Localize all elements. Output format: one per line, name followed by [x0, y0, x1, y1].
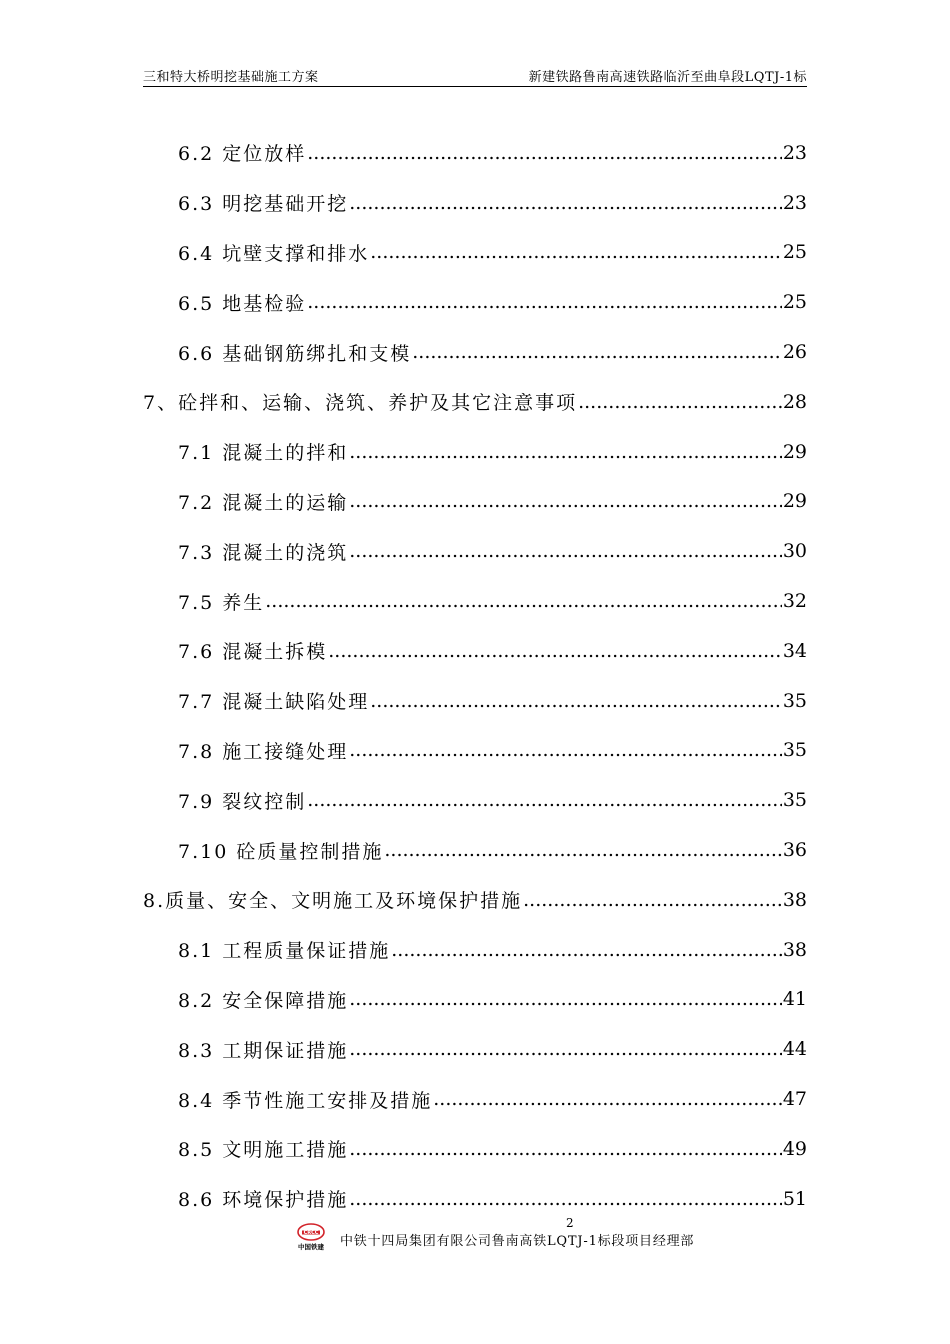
toc-leader-dots: [384, 839, 781, 861]
toc-entry-label: 6.2 定位放样: [178, 143, 307, 166]
toc-leader-dots: [370, 690, 782, 712]
toc-entry[interactable]: [143, 1124, 807, 1174]
toc-leader-dots: [523, 889, 782, 911]
toc-entry-label: 8.2 安全保障措施: [178, 989, 349, 1012]
toc-entry-page: 30: [782, 540, 807, 563]
toc-entry-page: 23: [782, 191, 807, 214]
toc-entry-page: 35: [782, 689, 807, 712]
toc-leader-dots: [349, 192, 782, 214]
toc-entry-label: 6.3 明挖基础开挖: [178, 193, 349, 216]
toc-entry[interactable]: [143, 377, 807, 427]
toc-leader-dots: [307, 142, 782, 164]
toc-leader-dots: [265, 590, 782, 612]
toc-entry-label: 6.5 地基检验: [178, 292, 307, 315]
toc-entry-label: 7.5 养生: [178, 591, 265, 614]
toc-entry[interactable]: [143, 726, 807, 776]
toc-entry[interactable]: [143, 526, 807, 576]
toc-entry-page: 49: [782, 1137, 807, 1160]
toc-entry-label: 7.3 混凝土的浇筑: [178, 541, 349, 564]
toc-entry-page: 23: [782, 141, 807, 164]
toc-entry-label: 7.1 混凝土的拌和: [178, 442, 349, 465]
toc-entry[interactable]: [143, 1024, 807, 1074]
toc-entry-page: 26: [782, 341, 807, 364]
toc-entry-label: 8.5 文明施工措施: [178, 1139, 349, 1162]
toc-entry[interactable]: [143, 676, 807, 726]
page-number: 2: [566, 1216, 574, 1230]
toc-entry[interactable]: [143, 825, 807, 875]
toc-entry-page: 34: [782, 639, 807, 662]
toc-entry-label: 7、砼拌和、运输、浇筑、养护及其它注意事项: [143, 392, 578, 415]
page-footer: [290, 1222, 694, 1252]
toc-entry-label: 6.4 坑壁支撑和排水: [178, 242, 370, 265]
toc-entry[interactable]: [143, 178, 807, 228]
toc-entry[interactable]: [143, 775, 807, 825]
header-project-name: 新建铁路鲁南高速铁路临沂至曲阜段LQTJ-1标: [528, 70, 807, 85]
toc-leader-dots: [349, 490, 782, 512]
toc-entry[interactable]: [143, 875, 807, 925]
toc-leader-dots: [370, 241, 782, 263]
logo-mark-text: CRCC: [303, 1230, 319, 1236]
toc-entry-label: 7.10 砼质量控制措施: [178, 840, 384, 863]
toc-entry-label: 8.1 工程质量保证措施: [178, 940, 391, 963]
toc-entry-page: 35: [782, 739, 807, 762]
toc-entry[interactable]: [143, 975, 807, 1025]
toc-leader-dots: [328, 640, 782, 662]
toc-leader-dots: [349, 441, 782, 463]
toc-entry-label: 7.8 施工接缝处理: [178, 740, 349, 763]
footer-company-name: 中铁十四局集团有限公司鲁南高铁LQTJ-1标段项目经理部: [340, 1233, 695, 1249]
toc-leader-dots: [433, 1088, 782, 1110]
toc-entry-page: 38: [782, 888, 807, 911]
toc-entry-label: 8.质量、安全、文明施工及环境保护措施: [143, 890, 523, 913]
toc-leader-dots: [349, 1188, 782, 1210]
toc-entry-label: 7.9 裂纹控制: [178, 790, 307, 813]
toc-entry-page: 44: [782, 1038, 807, 1061]
toc-entry[interactable]: [143, 477, 807, 527]
toc-entry[interactable]: [143, 626, 807, 676]
toc-entry-page: 25: [782, 291, 807, 314]
toc-entry[interactable]: [143, 925, 807, 975]
toc-entry-label: 7.2 混凝土的运输: [178, 491, 349, 514]
toc-entry[interactable]: [143, 277, 807, 327]
toc-entry[interactable]: [143, 427, 807, 477]
toc-entry-page: 41: [782, 988, 807, 1011]
toc-leader-dots: [307, 789, 782, 811]
toc-leader-dots: [349, 1038, 782, 1060]
toc-entry-label: 8.6 环境保护措施: [178, 1189, 349, 1212]
toc-entry-label: 8.3 工期保证措施: [178, 1039, 349, 1062]
toc-entry-page: 47: [782, 1088, 807, 1111]
toc-leader-dots: [349, 988, 782, 1010]
toc-entry-page: 35: [782, 789, 807, 812]
toc-leader-dots: [349, 1138, 782, 1160]
toc-entry-label: 7.7 混凝土缺陷处理: [178, 691, 370, 714]
toc-entry[interactable]: [143, 1174, 807, 1224]
toc-entry-page: 25: [782, 241, 807, 264]
toc-entry[interactable]: [143, 1074, 807, 1124]
page-header: [143, 66, 807, 87]
toc-entry[interactable]: [143, 228, 807, 278]
toc-entry-page: 28: [782, 390, 807, 413]
toc-entry[interactable]: [143, 327, 807, 377]
toc-entry-label: 8.4 季节性施工安排及措施: [178, 1089, 433, 1112]
logo-text: 中国铁建: [298, 1243, 324, 1251]
toc-entry-page: 51: [782, 1187, 807, 1210]
table-of-contents: [143, 128, 807, 1224]
toc-entry-page: 29: [782, 440, 807, 463]
toc-leader-dots: [391, 939, 782, 961]
toc-entry-page: 29: [782, 490, 807, 513]
toc-leader-dots: [349, 540, 782, 562]
toc-entry[interactable]: [143, 128, 807, 178]
toc-leader-dots: [412, 341, 782, 363]
toc-leader-dots: [349, 739, 782, 761]
crcc-logo-icon: [290, 1222, 332, 1252]
toc-entry-label: 6.6 基础钢筋绑扎和支模: [178, 342, 412, 365]
toc-leader-dots: [307, 291, 782, 313]
toc-entry[interactable]: [143, 576, 807, 626]
toc-entry-page: 32: [782, 590, 807, 613]
header-document-title: 三和特大桥明挖基础施工方案: [143, 70, 319, 85]
toc-leader-dots: [578, 391, 782, 413]
toc-entry-page: 38: [782, 938, 807, 961]
toc-entry-label: 7.6 混凝土拆模: [178, 641, 328, 664]
toc-entry-page: 36: [782, 839, 807, 862]
